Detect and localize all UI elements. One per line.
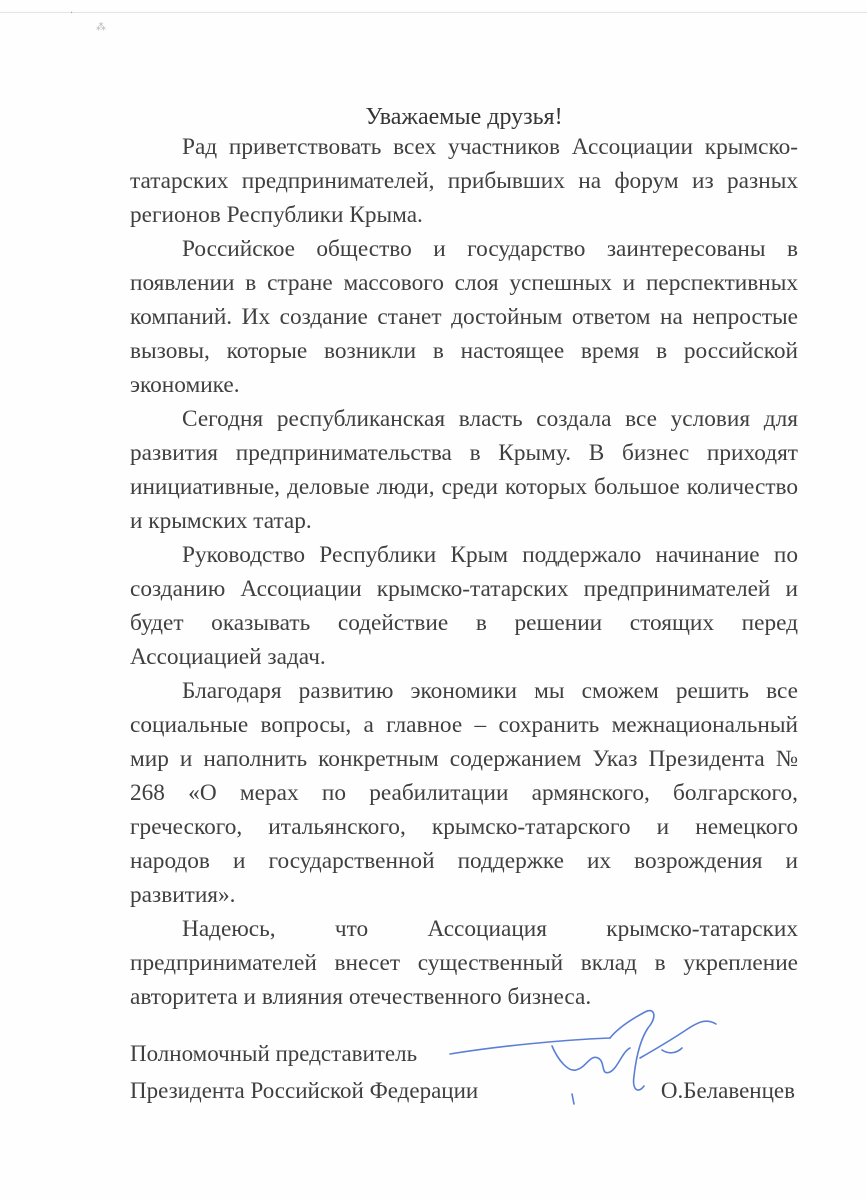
letter-greeting: Уважаемые друзья! bbox=[365, 104, 563, 130]
signatory-title-line-1: Полномочный представитель bbox=[130, 1041, 418, 1066]
scan-speck: ⁂ bbox=[96, 22, 106, 33]
signatory-name: О.Белавенцев bbox=[660, 1078, 795, 1103]
signatory-title bbox=[130, 1035, 478, 1109]
letter-body bbox=[130, 130, 798, 1014]
letter-paragraph: Рад приветствовать всех участников Ассоциации крымско-татарских предпринимателей, прибывших на форум из разных регионов Республики Крыма. bbox=[130, 134, 798, 228]
letter-paragraph: Благодаря развитию экономики мы сможем решить все социальные вопросы, а главное – сохранить межнациональный мир и наполнить конкретным содержанием Указ Президента № 268 «О мерах по реабилитации армянского, болгарского, греческого, итальянского, крымско-татарского и немецкого народов и государственной поддержке их возрождения и развития». bbox=[130, 678, 798, 908]
signatory-title-line-2: Президента Российской Федерации bbox=[130, 1078, 479, 1103]
letter-paragraph: Руководство Республики Крым поддержало начинание по созданию Ассоциации крымско-татарских предпринимателей и будет оказывать содействие в решении стоящих перед Ассоциацией задач. bbox=[130, 542, 798, 670]
page-top-edge bbox=[0, 0, 867, 13]
scan-speck: · bbox=[70, 8, 74, 19]
letter-paragraph: Сегодня республиканская власть создала все условия для развития предпринимательства в Крыму. В бизнес приходят инициативные, деловые люди, среди которых большое количество и крымских татар. bbox=[130, 406, 798, 534]
letter-paragraph: Российское общество и государство заинтересованы в появлении в стране массового слоя успешных и перспективных компаний. Их создание станет достойным ответом на непростые вызовы, которые возникли в настоящее время в российской экономике. bbox=[130, 236, 798, 398]
letter-paragraph: Надеюсь, что Ассоциация крымско-татарских предпринимателей внесет существенный вклад в укрепление авторитета и влияния отечественного бизнеса. bbox=[130, 916, 798, 1010]
